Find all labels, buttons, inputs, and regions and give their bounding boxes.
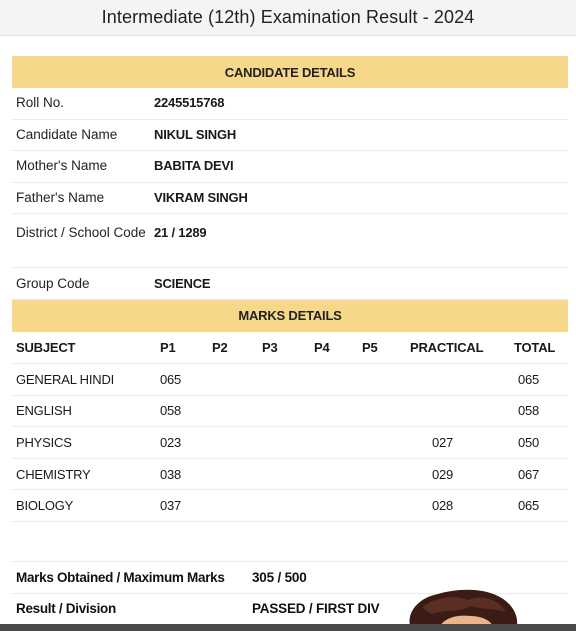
col-practical: PRACTICAL: [410, 332, 514, 364]
marks-table: [12, 332, 568, 522]
cell-p4: [314, 427, 362, 459]
candidate-details-heading: CANDIDATE DETAILS: [12, 56, 568, 88]
cell-practical: 027: [410, 427, 514, 459]
cell-p2: [212, 364, 262, 396]
cell-p1: 023: [160, 427, 212, 459]
cell-subject: CHEMISTRY: [12, 458, 160, 490]
page-header: [0, 0, 576, 36]
detail-row-fathers-name: [12, 183, 568, 215]
detail-label: Mother's Name: [16, 158, 108, 174]
col-p5: P5: [362, 332, 410, 364]
cell-p3: [262, 395, 314, 427]
cell-p5: [362, 458, 410, 490]
table-row: [12, 490, 568, 522]
detail-row-district-school: [12, 214, 568, 268]
table-row: [12, 395, 568, 427]
cell-practical: 028: [410, 490, 514, 522]
col-subject: SUBJECT: [12, 332, 160, 364]
cell-practical: [410, 395, 514, 427]
cell-p5: [362, 395, 410, 427]
page-title: Intermediate (12th) Examination Result - 2024: [101, 7, 475, 27]
cell-subject: PHYSICS: [12, 427, 160, 459]
cell-p3: [262, 458, 314, 490]
detail-label: Roll No.: [16, 95, 65, 111]
col-p1: P1: [160, 332, 212, 364]
detail-row-roll-no: [12, 88, 568, 120]
bottom-bar: [0, 624, 576, 631]
col-p2: P2: [212, 332, 262, 364]
detail-row-group-code: [12, 268, 568, 300]
cell-subject: GENERAL HINDI: [12, 364, 160, 396]
cell-p4: [314, 490, 362, 522]
cell-subject: ENGLISH: [12, 395, 160, 427]
detail-row-candidate-name: [12, 120, 568, 152]
cell-p1: 058: [160, 395, 212, 427]
cell-p4: [314, 364, 362, 396]
detail-value: 21 / 1289: [154, 225, 207, 241]
detail-value: 2245515768: [154, 95, 225, 111]
marks-details-heading: MARKS DETAILS: [12, 300, 568, 332]
cell-p2: [212, 395, 262, 427]
table-row: [12, 427, 568, 459]
cell-p5: [362, 490, 410, 522]
table-row: [12, 458, 568, 490]
cell-p1: 037: [160, 490, 212, 522]
cell-practical: [410, 364, 514, 396]
cell-p3: [262, 427, 314, 459]
detail-value: NIKUL SINGH: [154, 126, 237, 142]
detail-label: Group Code: [16, 275, 90, 291]
cell-p5: [362, 427, 410, 459]
cell-p2: [212, 427, 262, 459]
cell-total: 050: [514, 427, 568, 459]
result-sheet: [12, 56, 568, 625]
table-row: [12, 364, 568, 396]
detail-value: SCIENCE: [154, 275, 211, 291]
col-total: TOTAL: [514, 332, 568, 364]
col-p3: P3: [262, 332, 314, 364]
cell-p3: [262, 364, 314, 396]
cell-total: 065: [514, 490, 568, 522]
cell-p5: [362, 364, 410, 396]
summary-label: Result / Division: [16, 601, 116, 617]
cell-p3: [262, 490, 314, 522]
detail-label: District / School Code: [16, 225, 146, 241]
marks-header-row: [12, 332, 568, 364]
cell-subject: BIOLOGY: [12, 490, 160, 522]
cell-p4: [314, 458, 362, 490]
cell-total: 058: [514, 395, 568, 427]
cell-total: 067: [514, 458, 568, 490]
summary-value: 305 / 500: [252, 569, 307, 585]
col-p4: P4: [314, 332, 362, 364]
summary-value: PASSED / FIRST DIV: [252, 601, 380, 617]
detail-label: Candidate Name: [16, 126, 118, 142]
detail-row-mothers-name: [12, 151, 568, 183]
detail-value: BABITA DEVI: [154, 158, 234, 174]
cell-p4: [314, 395, 362, 427]
detail-label: Father's Name: [16, 190, 105, 206]
cell-p1: 065: [160, 364, 212, 396]
cell-practical: 029: [410, 458, 514, 490]
cell-p1: 038: [160, 458, 212, 490]
cell-p2: [212, 490, 262, 522]
detail-value: VIKRAM SINGH: [154, 190, 248, 206]
summary-label: Marks Obtained / Maximum Marks: [16, 569, 225, 585]
table-spacer: [12, 522, 568, 562]
cell-p2: [212, 458, 262, 490]
cell-total: 065: [514, 364, 568, 396]
